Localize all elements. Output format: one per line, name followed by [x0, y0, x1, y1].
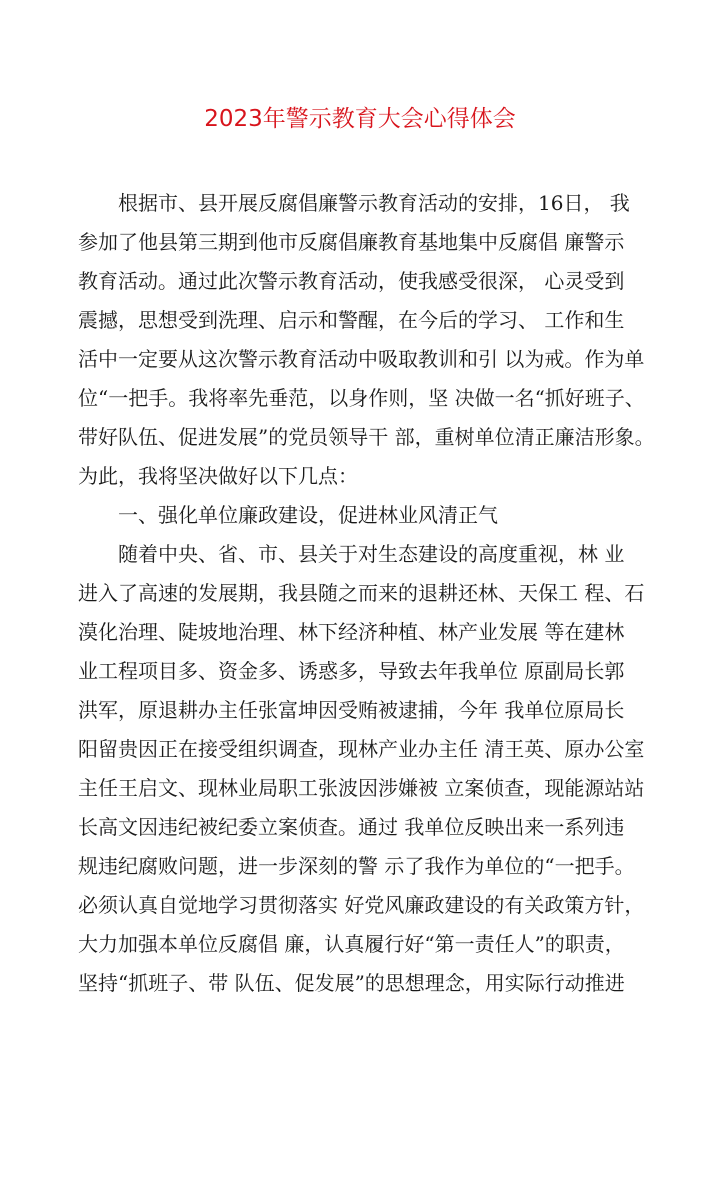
paragraph-line: 洪军，原退耕办主任张富坤因受贿被逮捕，今年 我单位原局长	[78, 698, 625, 722]
paragraph-line: 主任王启文、现林业局职工张波因涉嫌被 立案侦查，现能源站站	[78, 776, 645, 800]
paragraph-line: 活中一定要从这次警示教育活动中吸取教训和引 以为戒。作为单	[78, 347, 645, 371]
paragraph-line: 进入了高速的发展期，我县随之而来的退耕还林、天保工 程、石	[78, 581, 645, 605]
paragraph-line: 大力加强本单位反腐倡 廉，认真履行好“第一责任人”的职责，	[78, 932, 625, 956]
paragraph-line: 为此，我将坚决做好以下几点：	[78, 464, 358, 488]
paragraph-line: 业工程项目多、资金多、诱惑多，导致去年我单位 原副局长郭	[78, 659, 625, 683]
paragraph-line: 根据市、县开展反腐倡廉警示教育活动的安排，16日， 我	[118, 191, 630, 215]
paragraph-line: 震撼，思想受到洗理、启示和警醒，在今后的学习、 工作和生	[78, 308, 625, 332]
paragraph-line: 长高文因违纪被纪委立案侦查。通过 我单位反映出来一系列违	[78, 815, 625, 839]
document-title: 2023年警示教育大会心得体会	[204, 106, 516, 132]
section-heading: 一、强化单位廉政建设，促进林业风清正气	[118, 503, 498, 527]
paragraph-line: 必须认真自觉地学习贯彻落实 好党风廉政建设的有关政策方针，	[78, 893, 645, 917]
paragraph-line: 阳留贵因正在接受组织调查，现林产业办主任 清王英、原办公室	[78, 737, 645, 761]
paragraph-line: 随着中央、省、市、县关于对生态建设的高度重视，林 业	[118, 542, 625, 566]
paragraph-line: 带好队伍、促进发展”的党员领导干 部，重树单位清正廉洁形象。	[78, 425, 655, 449]
paragraph-line: 漠化治理、陡坡地治理、林下经济种植、林产业发展 等在建林	[78, 620, 625, 644]
paragraph-line: 坚持“抓班子、带 队伍、促发展”的思想理念，用实际行动推进	[78, 971, 625, 995]
document-body	[78, 184, 698, 1003]
paragraph-line: 位“一把手。我将率先垂范，以身作则，坚 决做一名“抓好班子、	[78, 386, 645, 410]
paragraph-line: 规违纪腐败问题，进一步深刻的警 示了我作为单位的“一把手。	[78, 854, 635, 878]
paragraph-line: 教育活动。通过此次警示教育活动，使我感受很深， 心灵受到	[78, 269, 625, 293]
paragraph-line: 参加了他县第三期到他市反腐倡廉教育基地集中反腐倡 廉警示	[78, 230, 625, 254]
